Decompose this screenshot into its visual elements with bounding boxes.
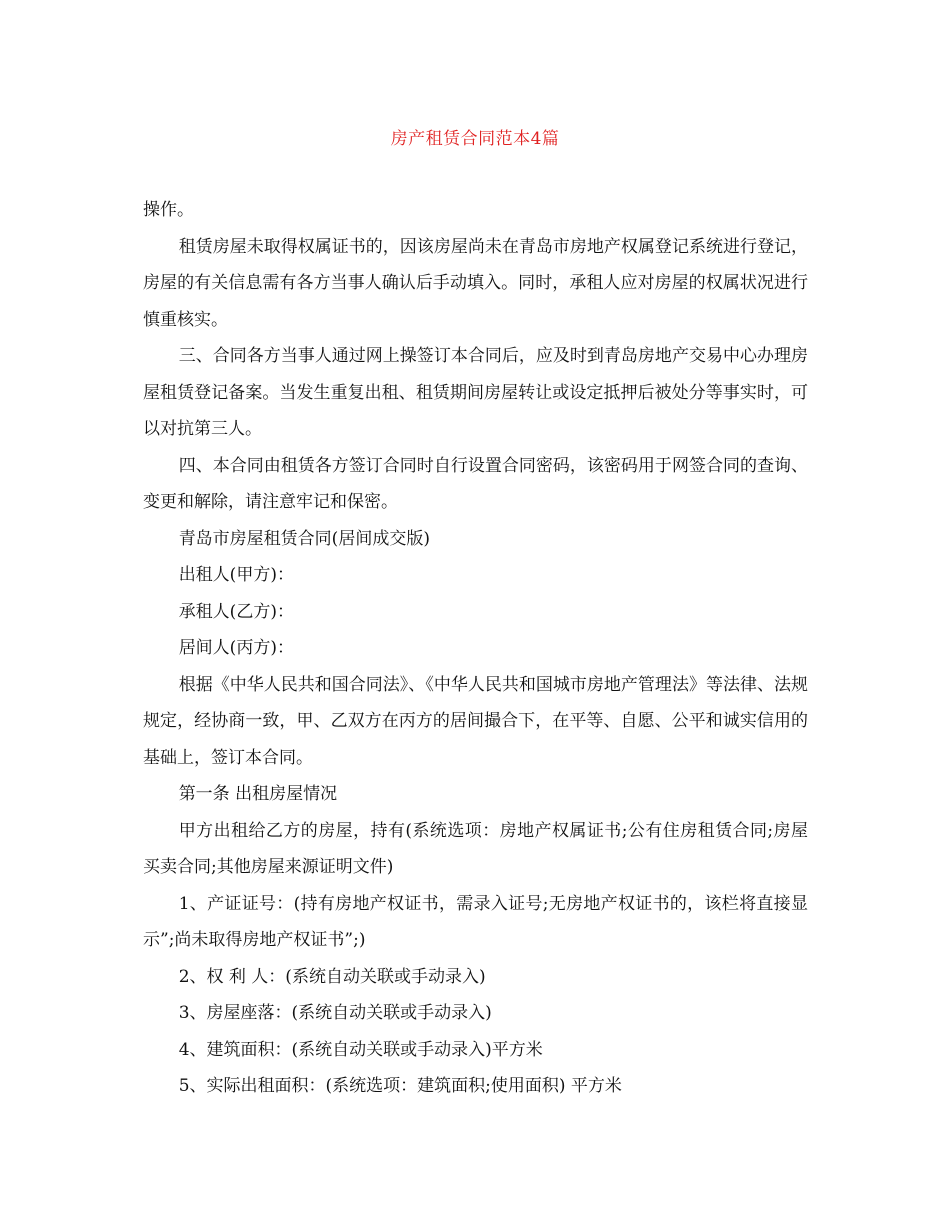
paragraph: 甲方出租给乙方的房屋，持有(系统选项：房地产权属证书;公有住房租赁合同;房屋买卖合同;其他房屋来源证明文件): [143, 820, 808, 877]
article-heading: 第一条 出租房屋情况: [178, 784, 338, 804]
document-title: 房产租赁合同范本4篇: [390, 129, 560, 149]
list-item: 5、实际出租面积：(系统选项：建筑面积;使用面积) 平方米: [178, 1076, 622, 1096]
party-intermediary: 居间人(丙方)：: [178, 638, 294, 658]
paragraph: 操作。: [143, 200, 194, 220]
document-body: [143, 192, 808, 1105]
list-item: 1、产证证号：(持有房地产权证书，需录入证号;无房地产权证书的，该栏将直接显示”;尚未取得房地产权证书”;): [143, 893, 808, 950]
party-lessee: 承租人(乙方)：: [178, 601, 294, 622]
paragraph: 根据《中华人民共和国合同法》、《中华人民共和国城市房地产管理法》等法律、法规规定，经协商一致，甲、乙双方在丙方的居间撮合下，在平等、自愿、公平和诚实信用的基础上，签订本合同。: [143, 674, 808, 768]
paragraph: 四、本合同由租赁各方签订合同时自行设置合同密码，该密码用于网签合同的查询、变更和解除，请注意牢记和保密。: [143, 455, 808, 512]
paragraph: 租赁房屋未取得权属证书的，因该房屋尚未在青岛市房地产权属登记系统进行登记，房屋的有关信息需有各方当事人确认后手动填入。同时，承租人应对房屋的权属状况进行慎重核实。: [143, 236, 808, 330]
list-item: 4、建筑面积：(系统自动关联或手动录入)平方米: [178, 1039, 543, 1060]
party-lessor: 出租人(甲方)：: [178, 565, 294, 585]
list-item: 3、房屋座落：(系统自动关联或手动录入): [178, 1003, 492, 1023]
list-item: 2、权 利 人：(系统自动关联或手动录入): [178, 966, 486, 987]
paragraph: 三、合同各方当事人通过网上操签订本合同后，应及时到青岛房地产交易中心办理房屋租赁登记备案。当发生重复出租、租赁期间房屋转让或设定抵押后被处分等事实时，可以对抗第三人。: [143, 346, 808, 439]
contract-heading: 青岛市房屋租赁合同(居间成交版): [178, 528, 430, 549]
